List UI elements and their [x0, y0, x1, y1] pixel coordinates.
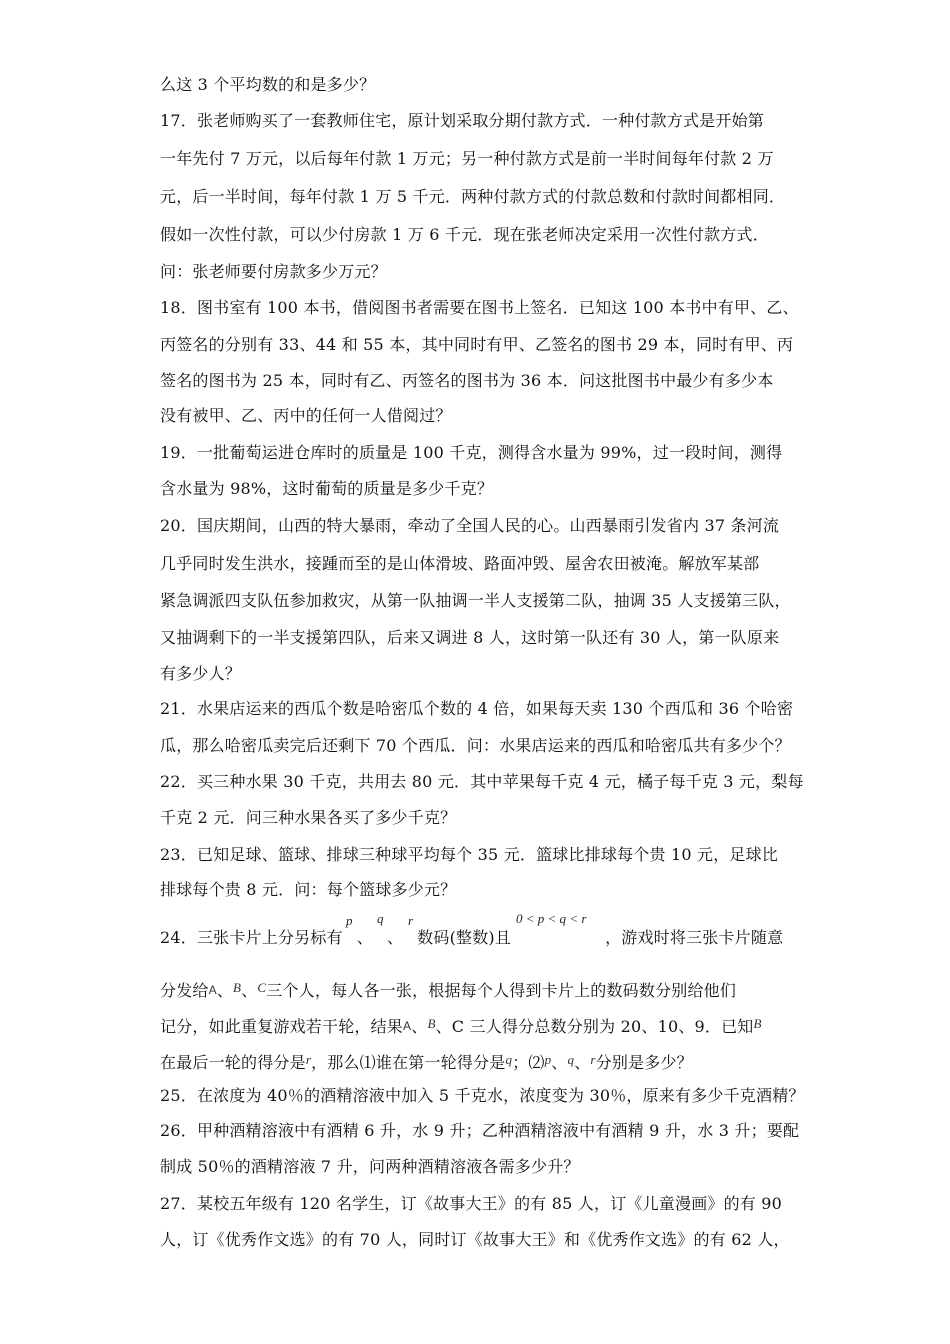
- q24-comma: 、: [574, 1053, 591, 1072]
- math-B: B: [233, 980, 242, 995]
- text-line: 假如一次性付款，可以少付房款 1 万 6 千元．现在张老师决定采用一次性付款方式．: [160, 225, 769, 244]
- q24-line4-b: ，那么⑴谁在第一轮得分是: [311, 1053, 506, 1072]
- text-line: 含水量为 98%，这时葡萄的质量是多少千克？: [160, 479, 494, 498]
- text-line: 有多少人？: [160, 664, 242, 683]
- q24-line4-c: ；⑵: [512, 1053, 545, 1072]
- q24-line2-b: 三个人，每人各一张，根据每个人得到卡片上的数码数分别给他们: [266, 981, 737, 1000]
- math-C: C: [257, 980, 267, 995]
- text-line: 又抽调剩下的一半支援第四队，后来又调进 8 人，这时第一队还有 30 人，第一队原来: [160, 628, 780, 647]
- q24-line-3: [160, 1014, 762, 1037]
- math-var-p: p: [346, 913, 353, 928]
- q24-sep1: 、: [356, 928, 373, 947]
- math-A: A: [208, 983, 217, 997]
- q24-line4-a: 在最后一轮的得分是: [160, 1053, 306, 1072]
- text-line: 26．甲种酒精溶液中有酒精 6 升，水 9 升；乙种酒精溶液中有酒精 9 升，水 3 升；要配: [160, 1121, 800, 1140]
- q24-line-4: [160, 1050, 693, 1073]
- text-line: 18．图书室有 100 本书，借阅图书者需要在图书上签名．已知这 100 本书中有甲、乙、: [160, 298, 799, 317]
- text-line: 问：张老师要付房款多少万元？: [160, 262, 387, 281]
- q24-sep2: 、: [386, 928, 404, 947]
- q24-comma: 、: [411, 1017, 428, 1036]
- math-var-q: q: [377, 911, 384, 926]
- text-line: 21．水果店运来的西瓜个数是哈密瓜个数的 4 倍，如果每天卖 130 个西瓜和 36 个哈密: [160, 699, 794, 718]
- math-r: r: [590, 1052, 596, 1067]
- math-A: A: [403, 1019, 412, 1033]
- q24-line1-prefix: 24．三张卡片上分另标有: [160, 928, 343, 947]
- math-B: B: [427, 1016, 436, 1031]
- text-line: 22．买三种水果 30 千克，共用去 80 元．其中苹果每千克 4 元，橘子每千克 3 元，梨每: [160, 772, 804, 791]
- q24-line4-d: 分别是多少？: [595, 1053, 693, 1072]
- text-line: 元，后一半时间，每年付款 1 万 5 千元．两种付款方式的付款总数和付款时间都相同．: [160, 187, 786, 206]
- text-line: 签名的图书为 25 本，同时有乙、丙签名的图书为 36 本．问这批图书中最少有多少本: [160, 371, 774, 390]
- math-var-r: r: [408, 913, 414, 928]
- q24-comma: 、: [551, 1053, 568, 1072]
- text-line: 一年先付 7 万元，以后每年付款 1 万元；另一种付款方式是前一半时间每年付款 2 万: [160, 149, 774, 168]
- q24-comma: 、: [241, 981, 258, 1000]
- q24-line3-b: 、C 三人得分总数分别为 20、10、9．已知: [435, 1017, 754, 1036]
- text-line: 排球每个贵 8 元．问：每个篮球多少元？: [160, 880, 457, 899]
- text-line: 20．国庆期间，山西的特大暴雨，牵动了全国人民的心。山西暴雨引发省内 37 条河流: [160, 516, 780, 535]
- q24-line3: 记分，如此重复游戏若干轮，结果: [160, 1017, 404, 1036]
- text-line: 人，订《优秀作文选》的有 70 人，同时订《故事大王》和《优秀作文选》的有 62 人，: [160, 1230, 790, 1249]
- text-line: 17．张老师购买了一套教师住宅，原计划采取分期付款方式．一种付款方式是开始第: [160, 111, 764, 130]
- text-line: 19．一批葡萄运进仓库时的质量是 100 千克，测得含水量为 99%，过一段时间，测得: [160, 443, 783, 462]
- q24-comma: 、: [216, 981, 234, 1000]
- text-line: 丙签名的分别有 33、44 和 55 本，其中同时有甲、乙签名的图书 29 本，同时有甲、丙: [160, 335, 794, 354]
- text-line: 瓜，那么哈密瓜卖完后还剩下 70 个西瓜．问：水果店运来的西瓜和哈密瓜共有多少个？: [160, 736, 791, 755]
- q24-line-2: [160, 978, 736, 1001]
- math-q: q: [567, 1052, 575, 1067]
- math-r: r: [305, 1052, 312, 1067]
- math-B: B: [753, 1016, 762, 1031]
- text-line: 几乎同时发生洪水，接踵而至的是山体滑坡、路面冲毁、屋舍农田被淹。解放军某部: [160, 554, 760, 573]
- text-line: 千克 2 元．问三种水果各买了多少千克？: [160, 808, 457, 827]
- math-inequality: 0 < p < q < r: [516, 911, 587, 926]
- text-line: 制成 50％的酒精溶液 7 升，问两种酒精溶液各需多少升？: [160, 1157, 580, 1176]
- text-line: 25．在浓度为 40％的酒精溶液中加入 5 千克水，浓度变为 30％，原来有多少千克酒精？: [160, 1086, 805, 1105]
- q24-line1-suffix: ，游戏时将三张卡片随意: [605, 928, 784, 947]
- text-line: 23．已知足球、篮球、排球三种球平均每个 35 元．篮球比排球每个贵 10 元，足球比: [160, 845, 779, 864]
- math-q: q: [505, 1052, 513, 1067]
- text-line: 27．某校五年级有 120 名学生，订《故事大王》的有 85 人，订《儿童漫画》的有 90: [160, 1194, 783, 1213]
- text-line: 没有被甲、乙、丙中的任何一人借阅过？: [160, 406, 452, 425]
- q24-line2-a: 分发给: [160, 981, 209, 1000]
- math-p: p: [544, 1052, 552, 1067]
- q24-line1-mid: 数码(整数)且: [417, 928, 512, 947]
- text-line: 紧急调派四支队伍参加救灾，从第一队抽调一半人支援第二队，抽调 35 人支援第三队，: [160, 591, 791, 610]
- text-line: 么这 3 个平均数的和是多少？: [160, 75, 376, 94]
- q24-line-1: [160, 928, 783, 948]
